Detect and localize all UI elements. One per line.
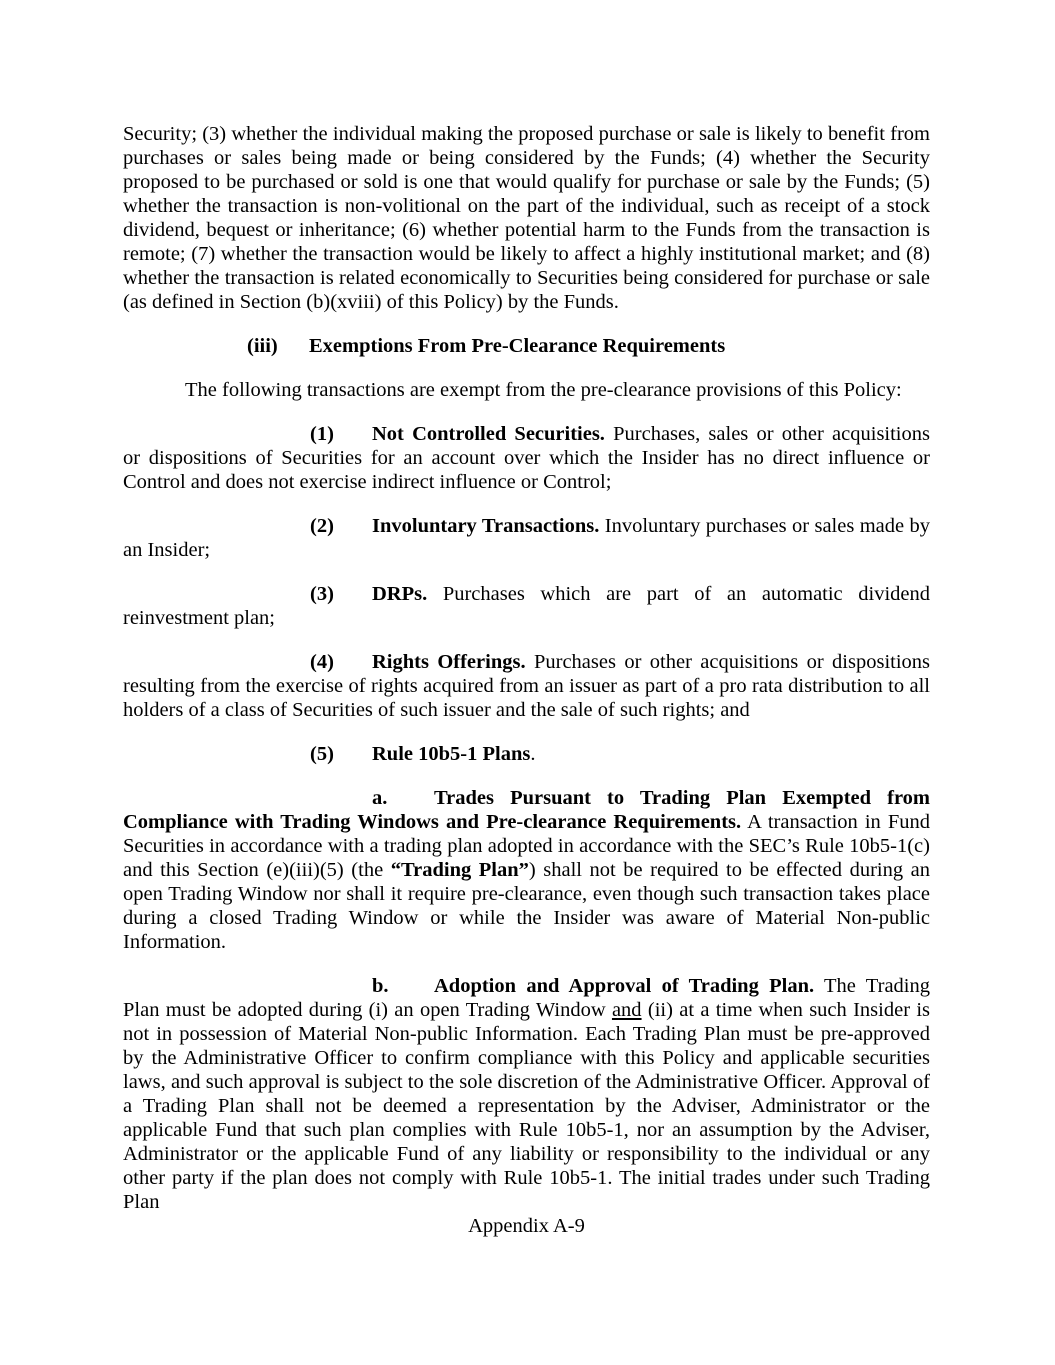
text-segment: Rights Offerings.: [372, 651, 526, 673]
text-segment: Exemptions From Pre-Clearance Requirements: [309, 335, 726, 357]
text-segment: The Trading Plan must be adopted during (i) an open Trading Window: [123, 975, 930, 1021]
intro-paragraph: [123, 378, 930, 402]
text-segment: (3): [310, 583, 334, 605]
text-segment: (1): [310, 423, 334, 445]
text-segment: .: [530, 743, 536, 765]
text-segment: a.: [372, 787, 388, 809]
text-segment: (2): [310, 515, 334, 537]
text-segment: Rule 10b5-1 Plans: [372, 743, 531, 765]
text-segment: (iii): [247, 335, 278, 357]
text-segment: Not Controlled Securities.: [372, 423, 605, 445]
text-segment: b.: [372, 975, 389, 997]
text-segment: and: [611, 999, 642, 1021]
text-segment: Purchases which are part of an automatic dividend reinvestment plan;: [123, 583, 930, 629]
sub-item-a: [123, 786, 930, 954]
text-segment: (ii) at a time when such Insider is not in possession of Material Non-public Information. Each Trading Plan must be pre-approved by the Administrative Officer to confirm compliance with this Policy and applicable securities laws, and such approval is subject to the sole discretion of the Administrative Officer. Approval of a Trading Plan shall not be deemed a representation by the Adviser, Administrator or the applicable Fund that such plan complies with Rule 10b5-1, nor an assumption by the Adviser, Administrator or the applicable Fund of any liability or responsibility to the individual or any other party if the plan does not comply with Rule 10b5-1. The initial trades under such Trading Plan: [123, 999, 931, 1213]
text-segment: Involuntary purchases or sales made by an Insider;: [123, 515, 931, 561]
document-body: [123, 122, 930, 1214]
text-segment: “Trading Plan”: [390, 859, 529, 881]
text-segment: Purchases, sales or other acquisitions or dispositions of Securities for an account over which the Insider has no direct influence or Control and does not exercise indirect influence or Control;: [123, 423, 930, 493]
exemption-item-4: [123, 650, 930, 722]
sub-item-b: [123, 974, 930, 1214]
text-segment: Security; (3) whether the individual making the proposed purchase or sale is likely to benefit from purchases or sales being made or being considered by the Funds; (4) whether the Security proposed to be purchased or sold is one that would qualify for purchase or sale by the Funds; (5) whether the transaction is non-volitional on the part of the individual, such as receipt of a stock dividend, bequest or inheritance; (6) whether potential harm to the Funds from the transaction is remote; (7) whether the transaction would be likely to affect a highly institutional market; and (8) whether the transaction is related economically to Securities being considered for purchase or sale (as defined in Section (b)(xviii) of this Policy) by the Funds.: [123, 123, 930, 313]
section-heading-iii: [123, 334, 930, 358]
text-segment: Involuntary Transactions.: [372, 515, 600, 537]
text-segment: Purchases or other acquisitions or dispositions resulting from the exercise of rights acquired from an issuer as part of a pro rata distribution to all holders of a class of Securities of such issuer and the sale of such rights; and: [123, 651, 931, 721]
text-segment: The following transactions are exempt from the pre-clearance provisions of this Policy:: [185, 379, 902, 401]
exemption-item-5: [123, 742, 930, 766]
text-segment: (4): [310, 651, 334, 673]
continuation-paragraph: [123, 122, 930, 314]
exemption-item-2: [123, 514, 930, 562]
text-segment: Adoption and Approval of Trading Plan.: [434, 975, 815, 997]
exemption-item-3: [123, 582, 930, 630]
page-footer: Appendix A-9: [468, 1215, 585, 1237]
text-segment: Trades Pursuant to Trading Plan Exempted from Compliance with Trading Windows and Pre-clearance Requirements.: [123, 787, 930, 833]
exemption-item-1: [123, 422, 930, 494]
text-segment: DRPs.: [372, 583, 428, 605]
text-segment: ) shall not be required to be effected during an open Trading Window nor shall it require pre-clearance, even though such transaction takes place during a closed Trading Window or while the Insider was aware of Material Non-public Information.: [123, 859, 930, 953]
text-segment: (5): [310, 743, 334, 765]
text-segment: A transaction in Fund Securities in accordance with a trading plan adopted in accordance with the SEC’s Rule 10b5-1(c) and this Section (e)(iii)(5) (the: [123, 811, 930, 881]
